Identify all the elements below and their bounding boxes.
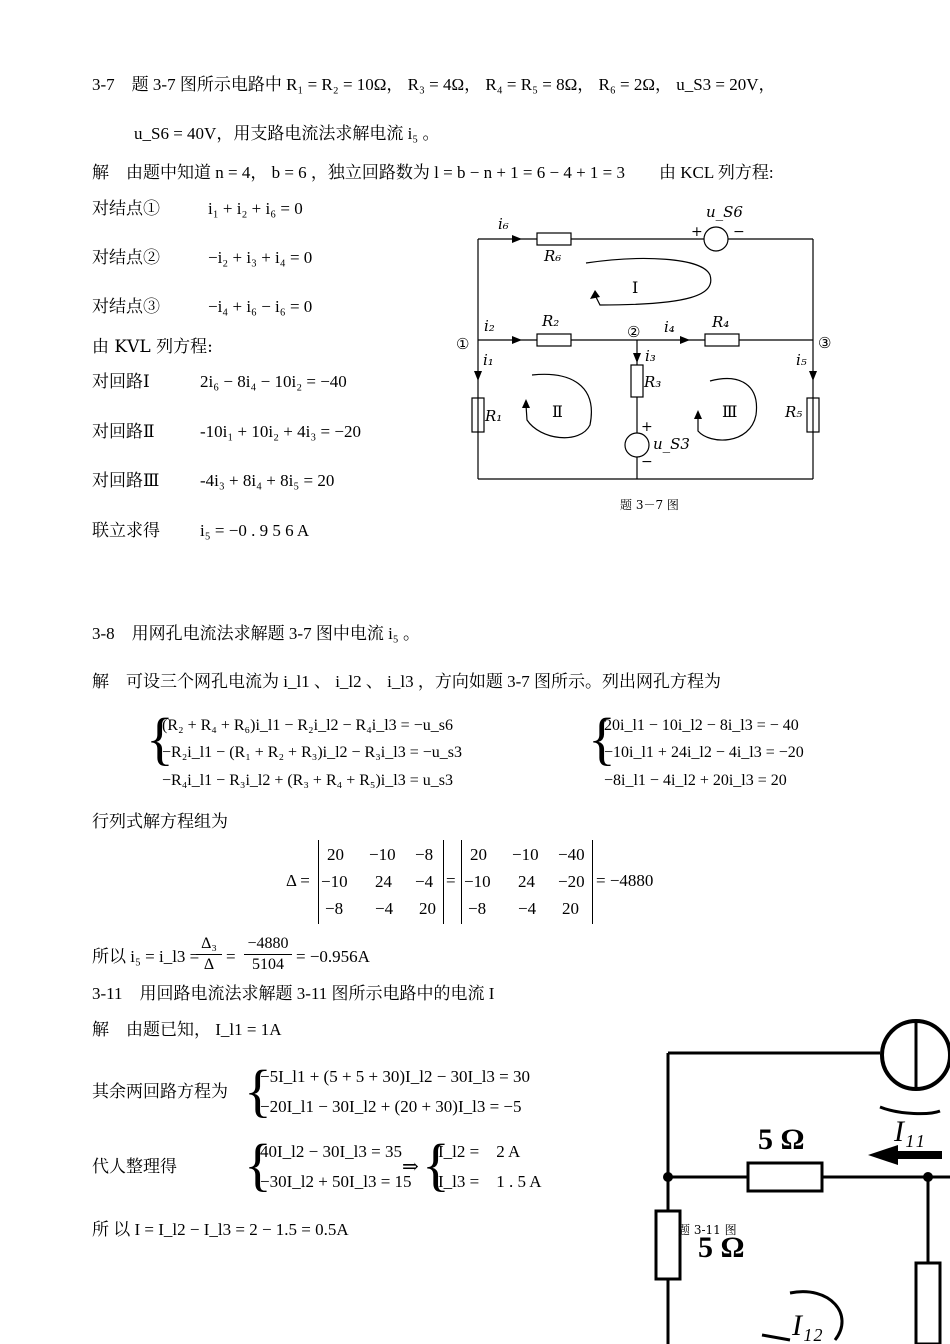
matrix-1: 20 −10 −8 −10 24 −4 −8 −4 20 [318,840,444,924]
p311-title-clip [92,984,550,1008]
kvl-label: 由 KVL 列方程: [92,337,213,357]
label-plus-us3: + [641,419,653,435]
mesh-eq-2: −R₂i_l1 − (R₁ + R₂ + R₃)i_l2 − R₃i_l3 = −u_s3 [162,744,462,761]
label-minus-us6: − [733,224,745,240]
fraction-delta: Δ₃ Δ [196,934,222,975]
final-i5: = −0.956A [296,947,370,966]
label-node2: ② [627,323,641,341]
label-loop-III: Ⅲ [722,402,738,421]
sub-system-brace: { [244,1132,272,1197]
fig311-current-I11: I₁₁ [894,1115,925,1148]
matrix-2: 20 −10 −40 −10 24 −20 −8 −4 20 [461,840,593,924]
sub-eq-2: −30I_l2 + 50I_l3 = 15 [260,1172,412,1191]
equals-sign-2: = [226,947,236,966]
so-i5-label: 所以 i₅ = i_l3 = [92,947,200,966]
implies-arrow: ⇒ [402,1156,419,1178]
numeric-eq-3: −8i_l1 − 4i_l2 + 20i_l3 = 20 [604,772,787,789]
fig311-resistor-label-b: 5 Ω [698,1231,745,1264]
loop1-eq: 2i₆ − 8i₄ − 10i₂ = −40 [200,372,347,391]
label-node1: ① [456,335,470,353]
p38-title: 3-8 用网孔电流法求解题 3-7 图中电流 i₅ 。 [92,624,420,643]
numeric-eq-2: −10i_l1 + 24i_l2 − 4i_l3 = −20 [604,744,804,761]
label-i5: i₅ [796,351,807,369]
label-plus-us6: + [691,224,703,240]
node3-eq: −i₄ + i₆ − i₆ = 0 [208,297,313,316]
label-R5: R₅ [785,403,803,421]
result-il3: I_l3 = 1 . 5 A [438,1172,542,1191]
node1-label: 对结点① [92,199,160,219]
numeric-eq-1: 20i_l1 − 10i_l2 − 8i_l3 = − 40 [604,717,799,734]
loop-system-brace: { [244,1058,272,1123]
label-minus-us3: − [641,454,653,470]
result-label: 联立求得 [92,521,160,541]
loop3-eq: -4i₃ + 8i₄ + 8i₅ = 20 [200,471,335,490]
circuit-figure-3-11 [640,1015,950,1344]
p37-line2: u_S6 = 40V，用支路电流法求解电流 i₅ 。 [134,124,440,143]
figure-3-11-caption: 题 3-11 图 [678,1223,737,1237]
label-i3: i₃ [645,347,656,365]
result-il2: I_l2 = 2 A [438,1142,521,1161]
p311-solution: 解 由题已知， I_l1 = 1A [92,1020,282,1039]
label-R1: R₁ [485,407,503,425]
determinant-intro: 行列式解方程组为 [92,812,228,832]
mesh-eq-1: (R₂ + R₄ + R₆)i_l1 − R₂i_l2 − R₄i_l3 = −u_s6 [162,717,453,734]
label-node3: ③ [818,334,832,352]
label-R6: R₆ [544,247,562,265]
result-clip [438,1140,544,1196]
loop-eq-1: −5I_l1 + (5 + 5 + 30)I_l2 − 30I_l3 = 30 [260,1067,530,1086]
node1-eq: i₁ + i₂ + i₆ = 0 [208,199,303,218]
fraction-numeric: −4880 5104 [244,934,292,975]
loop2-label: 对回路Ⅱ [92,422,155,442]
loop-eq-2: −20I_l1 − 30I_l2 + (20 + 30)I_l3 = −5 [260,1097,522,1116]
label-loop-I: Ⅰ [632,278,639,297]
sub-eq-1: 40I_l2 − 30I_l3 = 35 [260,1142,402,1161]
final-current: 所 以 I = I_l2 − I_l3 = 2 − 1.5 = 0.5A [92,1220,349,1239]
p311-title: 3-11 用回路电流法求解题 3-11 图所示电路中的电流 I [92,984,495,1003]
node2-label: 对结点② [92,248,160,268]
loop1-label: 对回路Ⅰ [92,372,150,392]
p37-line1: 3-7 题 3-7 图所示电路中 R₁ = R₂ = 10Ω， R₃ = 4Ω， R₄ = R₅ = 8Ω， R₆ = 2Ω， u_S3 = 20V， [92,75,776,94]
loop2-eq: -10i₁ + 10i₂ + 4i₃ = −20 [200,422,361,441]
node2-eq: −i₂ + i₃ + i₄ = 0 [208,248,313,267]
substitute-label: 代人整理得 [92,1157,177,1177]
equals-sign: = [446,871,456,890]
result-eq: i₅ = −0 . 9 5 6 A [200,521,310,540]
fig311-current-I12: I₁₂ [792,1309,823,1342]
label-i2: i₂ [484,317,495,335]
rest-loops-label: 其余两回路方程为 [92,1082,228,1102]
p38-solution-intro: 解 可设三个网孔电流为 i_l1 、 i_l2 、 i_l3 ，方向如题 3-7 图所示。列出网孔方程为 [92,672,721,691]
label-us6: u_S6 [706,203,743,221]
loop3-label: 对回路Ⅲ [92,471,160,491]
label-i4: i₄ [664,318,675,336]
label-loop-II: Ⅱ [552,402,563,421]
label-R3: R₃ [644,373,662,391]
label-us3: u_S3 [653,435,690,453]
label-i1: i₁ [483,351,494,369]
right-system-brace: { [588,706,616,771]
circuit-figure-3-7 [440,195,860,515]
label-R2: R₂ [542,312,560,330]
determinant-value: = −4880 [596,871,654,890]
node3-label: 对结点③ [92,297,160,317]
label-R4: R₄ [712,313,730,331]
label-i6: i₆ [498,215,509,233]
left-system-brace: { [146,706,174,771]
result-brace: { [422,1132,450,1197]
fig311-resistor-label-a: 5 Ω [758,1123,805,1156]
p37-line3: 解 由题中知道 n = 4， b = 6 ，独立回路数为 l = b − n + 1 = 6 − 4 + 1 = 3 由 KCL 列方程: [92,163,774,182]
figure-3-7-caption: 题 3－7 图 [620,498,679,512]
delta-symbol: Δ = [286,871,310,890]
mesh-eq-3: −R₄i_l1 − R₃i_l2 + (R₃ + R₄ + R₅)i_l3 = u_s3 [162,772,453,789]
